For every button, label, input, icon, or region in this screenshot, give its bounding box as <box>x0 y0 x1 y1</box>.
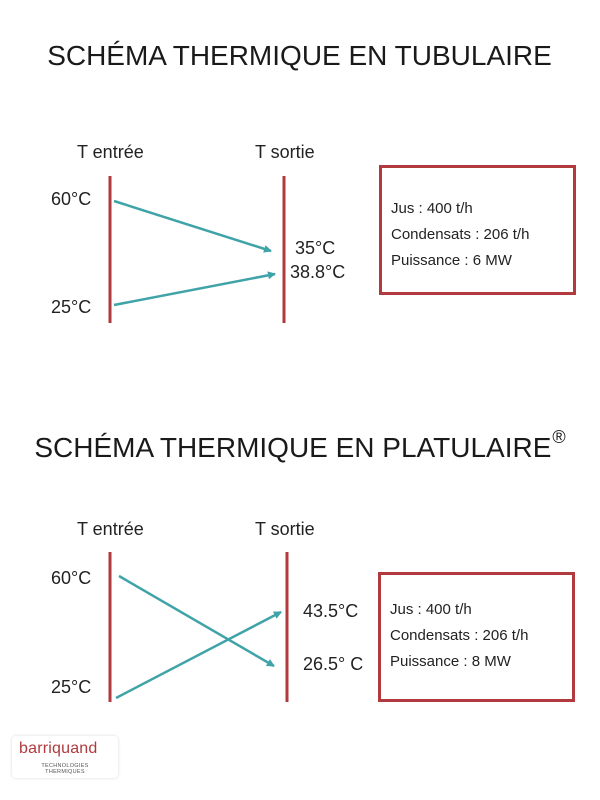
title-text: SCHÉMA THERMIQUE EN PLATULAIRE <box>34 432 552 463</box>
inlet-column-label: T entrée <box>77 142 144 162</box>
cold-inlet-temp: 25°C <box>51 297 92 317</box>
cold-inlet-temp: 25°C <box>51 677 92 697</box>
registered-mark: ® <box>552 427 566 447</box>
hot-inlet-temp: 60°C <box>51 568 92 588</box>
hot-inlet-temp: 60°C <box>51 189 92 209</box>
cold-outlet-temp: 43.5°C <box>303 601 359 621</box>
outlet-column-label: T sortie <box>255 142 315 162</box>
specs-power: Puissance : 6 MW <box>391 252 512 269</box>
title-text: SCHÉMA THERMIQUE EN TUBULAIRE <box>47 40 552 71</box>
cold-outlet-temp: 38.8°C <box>290 262 346 282</box>
specs-box <box>379 165 576 295</box>
hot-flow-arrow <box>114 201 271 251</box>
diagram-tubulaire <box>0 0 600 380</box>
diagram-platulaire <box>0 380 600 760</box>
inlet-column-label: T entrée <box>77 519 144 539</box>
specs-juice: Jus : 400 t/h <box>391 200 473 217</box>
outlet-column-label: T sortie <box>255 519 315 539</box>
thermal-diagram <box>0 380 600 760</box>
hot-outlet-temp: 35°C <box>295 238 336 258</box>
specs-box <box>378 572 575 702</box>
specs-condensate: Condensats : 206 t/h <box>391 226 530 243</box>
barriquand-logo <box>12 736 118 778</box>
specs-juice: Jus : 400 t/h <box>390 601 472 618</box>
logo-tagline-2: THERMIQUES <box>45 769 85 775</box>
specs-power: Puissance : 8 MW <box>390 653 511 670</box>
hot-flow-arrow <box>119 576 274 666</box>
specs-condensate: Condensats : 206 t/h <box>390 627 529 644</box>
logo-tagline-1: TECHNOLOGIES <box>41 763 89 769</box>
cold-flow-arrow <box>114 274 275 305</box>
hot-outlet-temp: 26.5° C <box>303 654 364 674</box>
logo-wordmark: barriquand <box>19 740 98 757</box>
